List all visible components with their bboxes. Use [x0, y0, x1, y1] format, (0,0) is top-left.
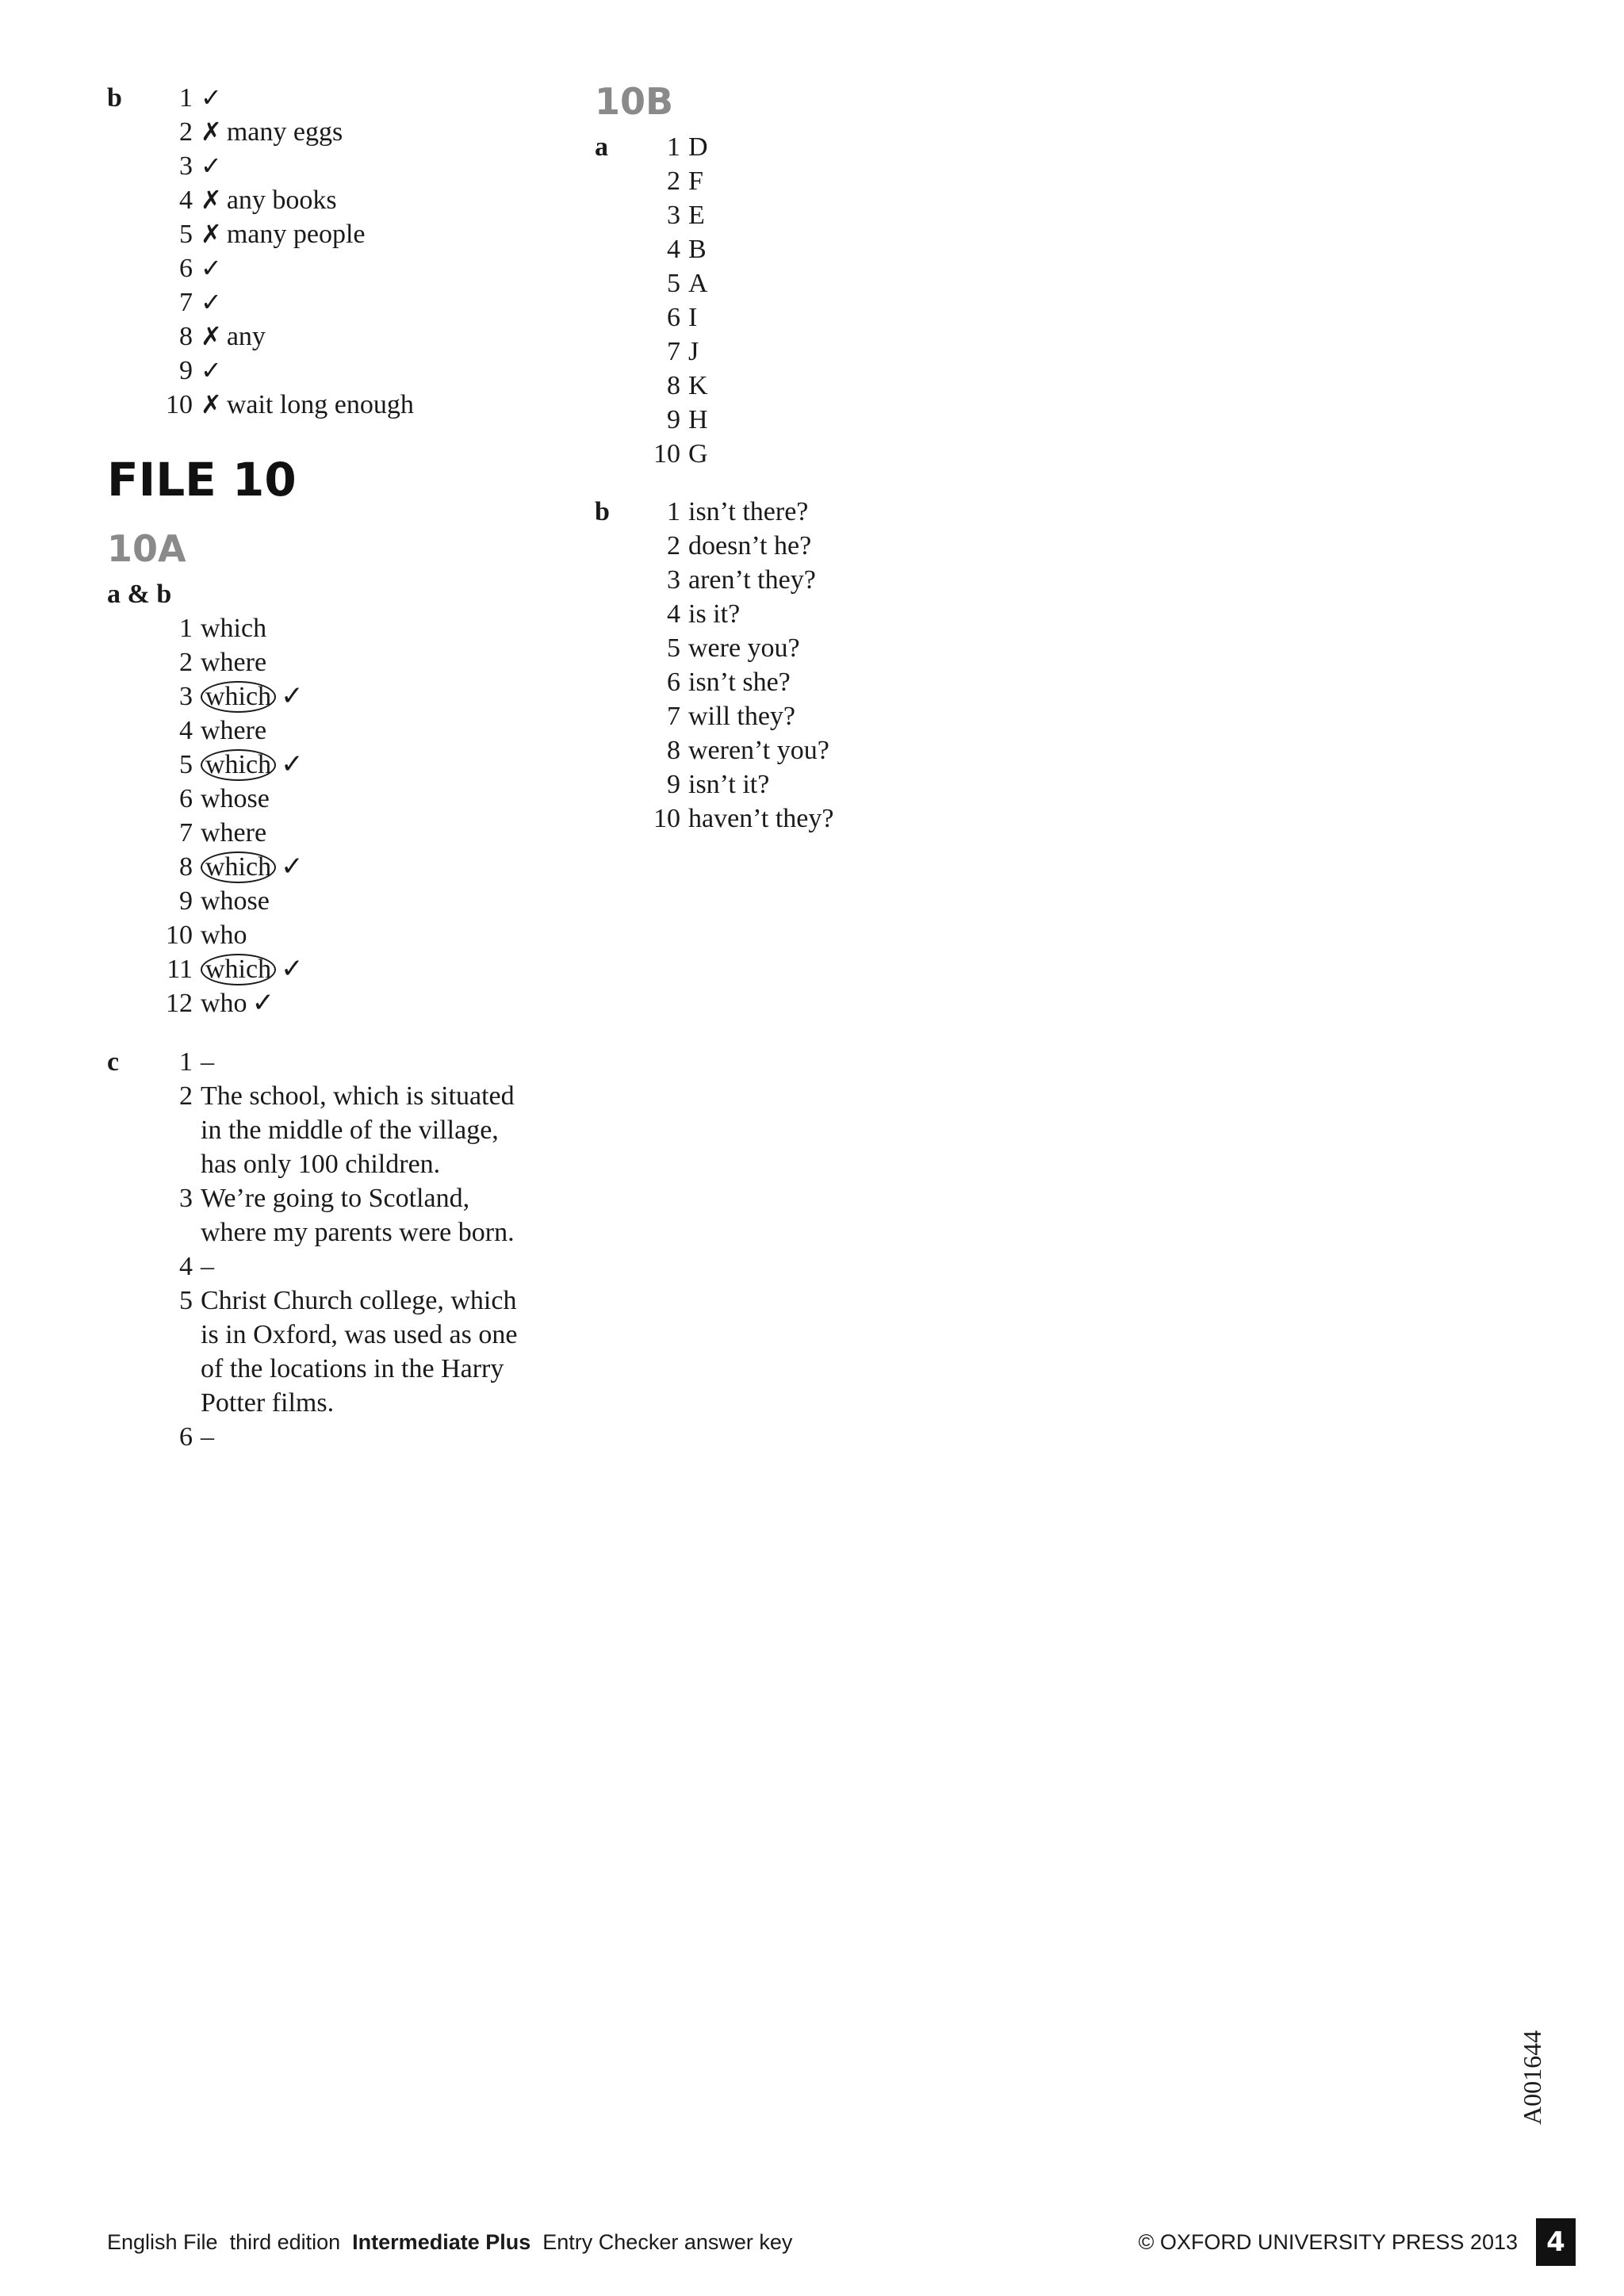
answer-text: who [201, 920, 247, 950]
list-item [595, 767, 1071, 802]
answer [201, 714, 266, 748]
exercise-c-list [107, 1045, 551, 1454]
item-number: 6 [667, 668, 680, 697]
item-number: 7 [179, 288, 193, 317]
page-number: 4 [1536, 2218, 1576, 2266]
item-number: 4 [179, 186, 193, 215]
cross-icon: ✗ [201, 185, 222, 215]
item-number: 2 [179, 648, 193, 677]
answer-text: which [201, 614, 267, 643]
answer [201, 816, 266, 850]
exercise-10b-b-list [595, 495, 1071, 836]
item-number: 4 [179, 716, 193, 745]
item-number: 2 [179, 117, 193, 147]
answer-text: isn’t it? [688, 770, 770, 799]
item-number: 10 [166, 390, 193, 419]
list-item [595, 495, 1071, 529]
answer [201, 1181, 645, 1249]
item-number: 6 [667, 303, 680, 332]
tick-icon: ✓ [201, 151, 222, 181]
item-number: 1 [179, 1047, 193, 1077]
list-item [107, 782, 551, 816]
answer [201, 81, 227, 115]
item-number: 11 [167, 955, 193, 984]
document-code: A001644 [1518, 2030, 1546, 2125]
item-number: 5 [179, 220, 193, 249]
answer-text: B [688, 235, 707, 264]
answer-text: will they? [688, 702, 796, 731]
answer [201, 115, 343, 149]
answer [201, 1079, 645, 1181]
answer [201, 1420, 645, 1454]
list-item [107, 149, 551, 183]
answer-text: haven’t they? [688, 804, 834, 833]
list-item [595, 699, 1071, 733]
item-number: 8 [667, 371, 680, 400]
answer-text: wait long enough [226, 390, 414, 419]
list-item [595, 437, 1071, 471]
list-item [107, 748, 551, 782]
list-item [107, 645, 551, 679]
answer-text: K [688, 371, 708, 400]
list-item [595, 198, 1071, 232]
list-item [595, 369, 1071, 403]
answer-line: – [201, 1422, 214, 1452]
item-number: 9 [179, 886, 193, 916]
answer [201, 388, 414, 422]
item-number: 6 [179, 254, 193, 283]
tick-icon: ✓ [201, 82, 222, 113]
answer-line: in the middle of the village, [201, 1115, 499, 1145]
list-item [107, 679, 551, 714]
answer-text: where [201, 716, 267, 745]
answer-text: doesn’t he? [688, 531, 812, 561]
answer-text: D [688, 132, 708, 162]
item-number: 10 [653, 439, 680, 469]
answer [201, 320, 266, 354]
list-item [107, 183, 551, 217]
cross-icon: ✗ [201, 117, 222, 147]
list-item [107, 285, 551, 320]
footer-doc-title: Entry Checker answer key [542, 2230, 793, 2254]
answer-text: any [226, 322, 266, 351]
item-number: 9 [667, 405, 680, 434]
section-letter: b [595, 497, 610, 526]
answer [201, 285, 227, 320]
item-number: 4 [667, 235, 680, 264]
tick-icon: ✓ [281, 953, 304, 985]
answer [201, 251, 227, 285]
answer-line: where my parents were born. [201, 1218, 515, 1247]
list-item [595, 802, 1071, 836]
list-item [595, 529, 1071, 563]
answer-text: E [688, 201, 705, 230]
list-item [595, 597, 1071, 631]
cross-icon: ✗ [201, 219, 222, 249]
list-item [107, 611, 551, 645]
answer-text: is it? [688, 599, 741, 629]
item-number: 3 [667, 565, 680, 595]
item-number: 3 [667, 201, 680, 230]
answer-line: Potter films. [201, 1388, 335, 1418]
item-number: 9 [179, 356, 193, 385]
list-item [595, 403, 1071, 437]
list-item [107, 354, 551, 388]
list-item [595, 300, 1071, 335]
list-item [107, 1249, 551, 1284]
exercise-ab-list [107, 611, 551, 1020]
item-number: 6 [179, 1422, 193, 1452]
section-10a-heading: 10A [107, 527, 186, 570]
item-number: 5 [179, 750, 193, 779]
list-item [595, 164, 1071, 198]
item-number: 1 [179, 614, 193, 643]
answer [201, 149, 227, 183]
list-item [107, 816, 551, 850]
item-number: 4 [179, 1252, 193, 1281]
footer-series: English File third edition [107, 2230, 341, 2254]
list-item [107, 1181, 551, 1249]
tick-icon: ✓ [251, 987, 275, 1019]
exercise-ab-label: a & b [107, 580, 172, 609]
answer-line: is in Oxford, was used as one [201, 1320, 518, 1349]
list-item [595, 733, 1071, 767]
item-number: 3 [179, 151, 193, 181]
list-item [107, 1079, 551, 1181]
list-item [107, 850, 551, 884]
tick-icon: ✓ [281, 748, 304, 780]
answer-text: were you? [688, 633, 800, 663]
answer-text: aren’t they? [688, 565, 816, 595]
list-item [107, 115, 551, 149]
answer [201, 918, 247, 952]
item-number: 7 [179, 818, 193, 848]
item-number: 3 [179, 682, 193, 711]
item-number: 8 [179, 852, 193, 882]
answer [201, 782, 270, 816]
section-letter: a [595, 132, 608, 162]
answer-text: isn’t she? [688, 668, 791, 697]
item-number: 1 [667, 132, 680, 162]
item-number: 8 [667, 736, 680, 765]
answer [201, 354, 227, 388]
list-item [595, 130, 1071, 164]
list-item [107, 388, 551, 422]
answer [201, 986, 274, 1020]
answer-text: whose [201, 886, 270, 916]
item-number: 1 [667, 497, 680, 526]
exercise-10b-a-list [595, 130, 1071, 471]
tick-icon: ✓ [281, 680, 304, 712]
answer [201, 611, 266, 645]
item-number: 5 [667, 633, 680, 663]
item-number: 2 [667, 166, 680, 196]
answer-text: H [688, 405, 708, 434]
section-10b-heading: 10B [595, 80, 674, 123]
answer [201, 952, 304, 986]
file-heading: FILE 10 [107, 453, 297, 507]
answer-text: where [201, 648, 267, 677]
answer-line: of the locations in the Harry [201, 1354, 504, 1383]
circled-answer: which [201, 954, 276, 985]
cross-icon: ✗ [201, 321, 222, 351]
copyright-notice: © OXFORD UNIVERSITY PRESS 2013 [1138, 2230, 1518, 2254]
list-item [595, 335, 1071, 369]
item-number: 8 [179, 322, 193, 351]
list-item [107, 714, 551, 748]
answer-text: I [688, 303, 698, 332]
answer-text: who [201, 989, 247, 1018]
cross-icon: ✗ [201, 389, 222, 419]
tick-icon: ✓ [201, 355, 222, 385]
circled-answer: which [201, 681, 276, 713]
answer [201, 679, 304, 714]
answer-line: Christ Church college, which [201, 1286, 517, 1315]
answer [201, 748, 304, 782]
item-number: 12 [166, 989, 193, 1018]
list-item [107, 1284, 551, 1420]
item-number: 2 [667, 531, 680, 561]
answer-line: – [201, 1252, 214, 1281]
item-number: 5 [179, 1286, 193, 1315]
list-item [595, 563, 1071, 597]
list-item [107, 81, 551, 115]
exercise-b-list [107, 81, 551, 422]
answer-text: F [688, 166, 703, 196]
answer-text: G [688, 439, 708, 469]
answer-text: many people [226, 220, 366, 249]
answer [201, 884, 270, 918]
tick-icon: ✓ [201, 253, 222, 283]
list-item [107, 320, 551, 354]
list-item [107, 986, 551, 1020]
list-item [107, 251, 551, 285]
tick-icon: ✓ [201, 287, 222, 317]
item-number: 2 [179, 1081, 193, 1111]
answer [201, 1284, 645, 1420]
footer-title [107, 2226, 792, 2258]
list-item [107, 884, 551, 918]
answer [201, 217, 365, 251]
circled-answer: which [201, 851, 276, 883]
list-item [107, 1420, 551, 1454]
list-item [107, 217, 551, 251]
answer-text: J [688, 337, 699, 366]
item-number: 10 [653, 804, 680, 833]
answer-text: A [688, 269, 708, 298]
answer-text: weren’t you? [688, 736, 829, 765]
list-item [595, 665, 1071, 699]
list-item [107, 1045, 551, 1079]
list-item [107, 952, 551, 986]
answer-text: whose [201, 784, 270, 813]
answer [201, 850, 304, 884]
answer [201, 1249, 645, 1284]
tick-icon: ✓ [281, 851, 304, 882]
list-item [595, 631, 1071, 665]
answer-line: – [201, 1047, 214, 1077]
list-item [595, 266, 1071, 300]
answer [201, 645, 266, 679]
list-item [107, 918, 551, 952]
answer-line: The school, which is situated [201, 1081, 515, 1111]
item-number: 3 [179, 1184, 193, 1213]
item-number: 5 [667, 269, 680, 298]
section-letter: b [107, 83, 122, 113]
item-number: 10 [166, 920, 193, 950]
item-number: 9 [667, 770, 680, 799]
answer [201, 1045, 645, 1079]
answer-text: any books [226, 186, 337, 215]
item-number: 7 [667, 702, 680, 731]
item-number: 4 [667, 599, 680, 629]
list-item [595, 232, 1071, 266]
footer-level: Intermediate Plus [352, 2230, 531, 2254]
answer-text: isn’t there? [688, 497, 809, 526]
answer-text: where [201, 818, 267, 848]
item-number: 7 [667, 337, 680, 366]
section-letter: c [107, 1047, 120, 1077]
circled-answer: which [201, 749, 276, 781]
answer-line: has only 100 children. [201, 1150, 441, 1179]
item-number: 6 [179, 784, 193, 813]
answer [201, 183, 337, 217]
item-number: 1 [179, 83, 193, 113]
answer-line: We’re going to Scotland, [201, 1184, 470, 1213]
answer-text: many eggs [226, 117, 343, 147]
